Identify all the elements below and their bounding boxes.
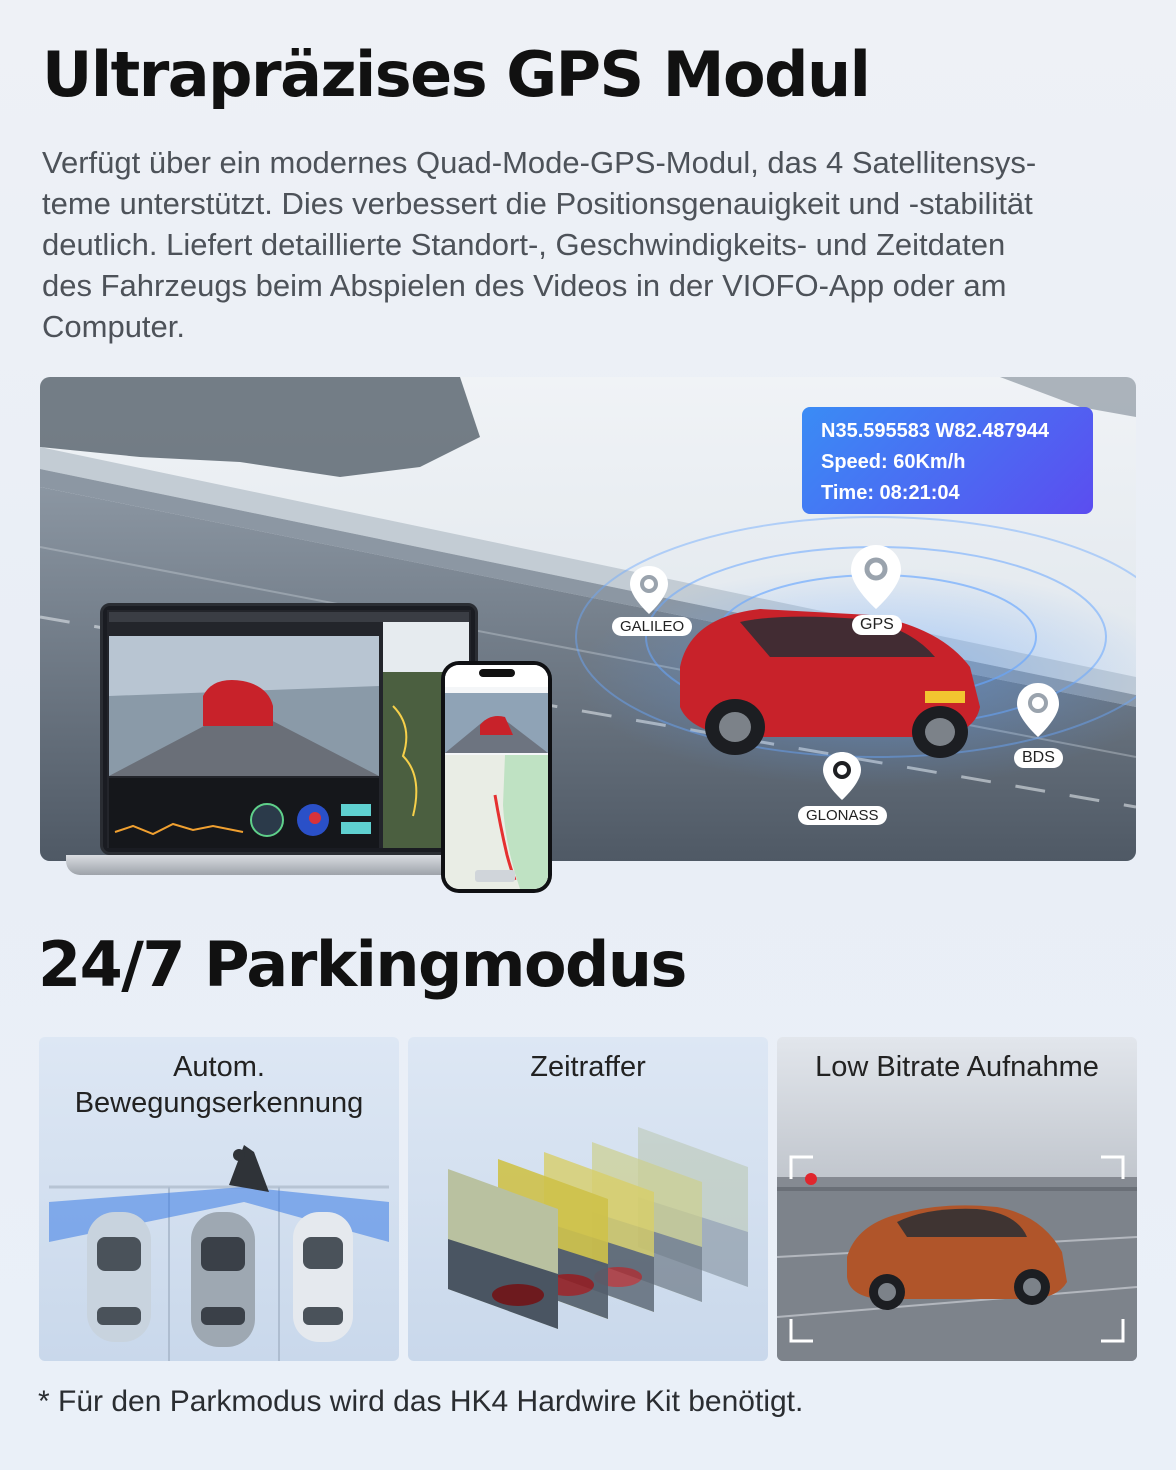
gps-section-title: Ultrapräzises GPS Modul [42,38,870,111]
parking-card-title-line: Zeitraffer [530,1051,646,1083]
location-pin-icon [821,750,863,802]
gps-speed: Speed: 60Km/h [821,451,966,473]
location-pin-icon [628,564,670,616]
phone-screen [445,665,548,889]
satellite-label-glonass: GLONASS [798,806,887,825]
gps-description-line: des Fahrzeugs beim Abspielen des Videos in der VIOFO-App oder am [42,268,1007,303]
parking-card-title [777,1049,1137,1085]
gps-time: Time: 08:21:04 [821,482,960,504]
parked-car-left [87,1212,151,1342]
parking-card-title [408,1049,768,1085]
satellite-label-gps: GPS [852,615,902,635]
low-bitrate-illustration [777,1037,1137,1361]
gps-description-line: Computer. [42,309,186,344]
parked-car-right [293,1212,353,1342]
hardwire-kit-footnote: * Für den Parkmodus wird das HK4 Hardwire Kit benötigt. [38,1385,804,1418]
laptop-screen [103,606,475,852]
gps-description-line: teme unterstützt. Dies verbessert die Positionsgenauigkeit und -stabilität [42,186,1033,221]
gps-info-box [802,407,1093,514]
timelapse-illustration [408,1037,768,1361]
phone-device [441,661,552,893]
satellite-label-bds: BDS [1014,748,1063,768]
parking-card-title-line: Bewegungserkennung [74,1087,364,1119]
satellite-label-galileo: GALILEO [612,617,692,636]
parking-card-low-bitrate [777,1037,1137,1361]
location-pin-icon [1015,681,1061,739]
gps-description [42,142,1142,347]
parking-card-timelapse [408,1037,768,1361]
parked-car-middle [191,1212,255,1347]
gps-description-line: Verfügt über ein modernes Quad-Mode-GPS-Modul, das 4 Satellitensys- [42,145,1037,180]
parking-card-motion-detection [39,1037,399,1361]
parking-section-title: 24/7 Parkingmodus [38,928,686,1001]
laptop-device [100,603,478,855]
location-pin-icon [849,543,903,611]
gps-coordinates: N35.595583 W82.487944 [821,420,1049,442]
parking-card-title-line: Autom. [173,1051,265,1083]
parking-card-title-line: Low Bitrate Aufnahme [815,1051,1099,1083]
gps-description-line: deutlich. Liefert detaillierte Standort-, Geschwindigkeits- und Zeitdaten [42,227,1006,262]
parking-card-title [39,1049,399,1121]
record-dot-icon [805,1173,817,1185]
